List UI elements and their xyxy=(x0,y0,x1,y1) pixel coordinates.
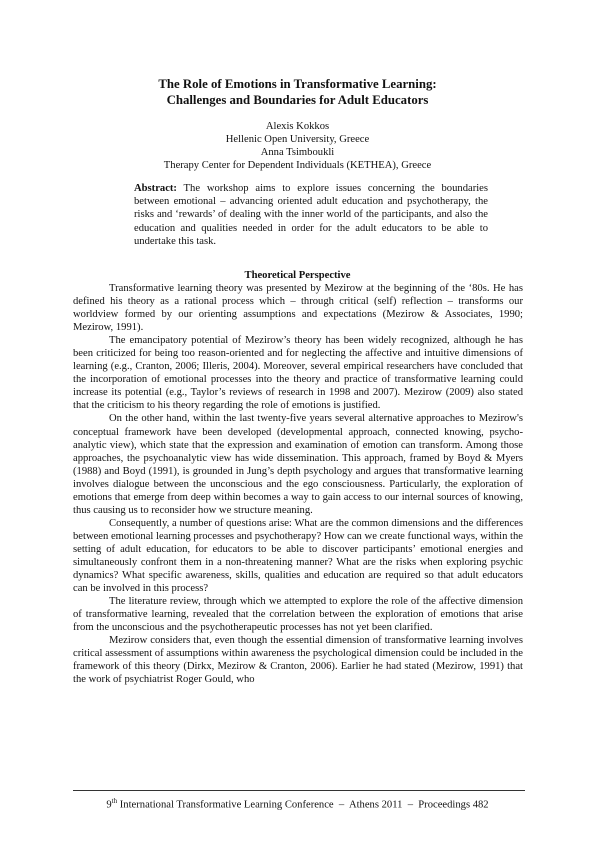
paragraph: Mezirow considers that, even though the essential dimension of transformative learning involves critical assessment of assumptions within awareness the psychological dimension could be included in the framework of this theory (Dirkx, Mezirow & Cranton, 2006). Earlier he had stated (Mezirow, 1991) that the work of psychiatrist Roger Gould, who xyxy=(73,635,523,686)
paper-title xyxy=(0,76,595,108)
footer-divider xyxy=(73,790,525,791)
author-name: Alexis Kokkos xyxy=(265,121,330,132)
author-affiliation: Hellenic Open University, Greece xyxy=(225,134,370,146)
body-text xyxy=(73,282,523,686)
abstract xyxy=(134,182,488,248)
author-affiliation: Therapy Center for Dependent Individuals (KETHEA), Greece xyxy=(163,160,432,172)
paragraph: Transformative learning theory was presented by Mezirow at the beginning of the ‘80s. He has defined his theory as a rational process which – through critical (self) reflection – transforms our worldview formed by our orienting assumptions and expectations (Mezirow & Associates, 1990; Mezirow, 1991). xyxy=(73,283,523,334)
abstract-text: The workshop aims to explore issues concerning the boundaries between emotional – advancing oriented adult education and psychotherapy, the risks and ‘rewards’ of dealing with the inner world of the participants, and also the education and qualities needed in order for the adult educators to be able to undertake this task. xyxy=(134,183,488,247)
footer-text: International Transformative Learning Conference – Athens 2011 – Proceedings 482 xyxy=(117,799,489,811)
abstract-label: Abstract: xyxy=(134,183,177,194)
author-block xyxy=(0,120,595,172)
paragraph: On the other hand, within the last twenty-five years several alternative approaches to Mezirow's conceptual framework have been developed (developmental approach, connected knowing, psycho-analytic view), which state that the expression and examination of emotion can transform. Among those approaches, the psychoanalytic view has wide dissemination. This approach, framed by Boyd & Myers (1988) and Boyd (1991), is grounded in Jung’s depth psychology and argues that transformative learning involves dialogue between the unconscious and the ego consciousness. Particularly, the exploration of emotions that emerge from deep within becomes a way to gain access to our internal sources of knowing, thus causing us to reconsider how we structure meaning. xyxy=(73,413,523,516)
section-heading: Theoretical Perspective xyxy=(244,270,351,281)
footer-ordinal-number: 9 xyxy=(106,799,112,811)
paragraph: The emancipatory potential of Mezirow’s theory has been widely recognized, although he has been criticized for being too reason-oriented and for neglecting the affective and intuitive dimensions of learning (e.g., Cranton, 2006; Illeris, 2004). Moreover, several empirical researchers have concluded that the incorporation of emotional processes into the theory and practice of transformative learning could increase its potential (e.g., Taylor’s reviews of research in 1998 and 2007). Mezirow (2009) also stated that the criticism to his theory regarding the role of emotions is justified. xyxy=(73,335,523,412)
author-name: Anna Tsimboukli xyxy=(260,147,335,159)
footer-ordinal-suffix: th xyxy=(111,797,118,805)
paper-title-line-1: The Role of Emotions in Transformative Learning: xyxy=(158,77,437,91)
paragraph: Consequently, a number of questions arise: What are the common dimensions and the differences between emotional learning processes and psychotherapy? How can we create functional ways, within the setting of adult education, for educators to be able to discover participants’ emotional energies and simultaneously confront them in a non-threatening manner? What are the risks when exploring psychic dynamics? What specific awareness, skills, qualities and education are required so that adult educators can be involved in this process? xyxy=(73,517,523,595)
page-footer xyxy=(0,795,595,812)
paper-title-line-2: Challenges and Boundaries for Adult Educators xyxy=(166,93,429,107)
paragraph: The literature review, through which we attempted to explore the role of the affective dimension of transformative learning, revealed that the correlation between the exploration of emotions that arise from the unconscious and the psychotherapeutic processes has not yet been clarified. xyxy=(73,596,523,634)
